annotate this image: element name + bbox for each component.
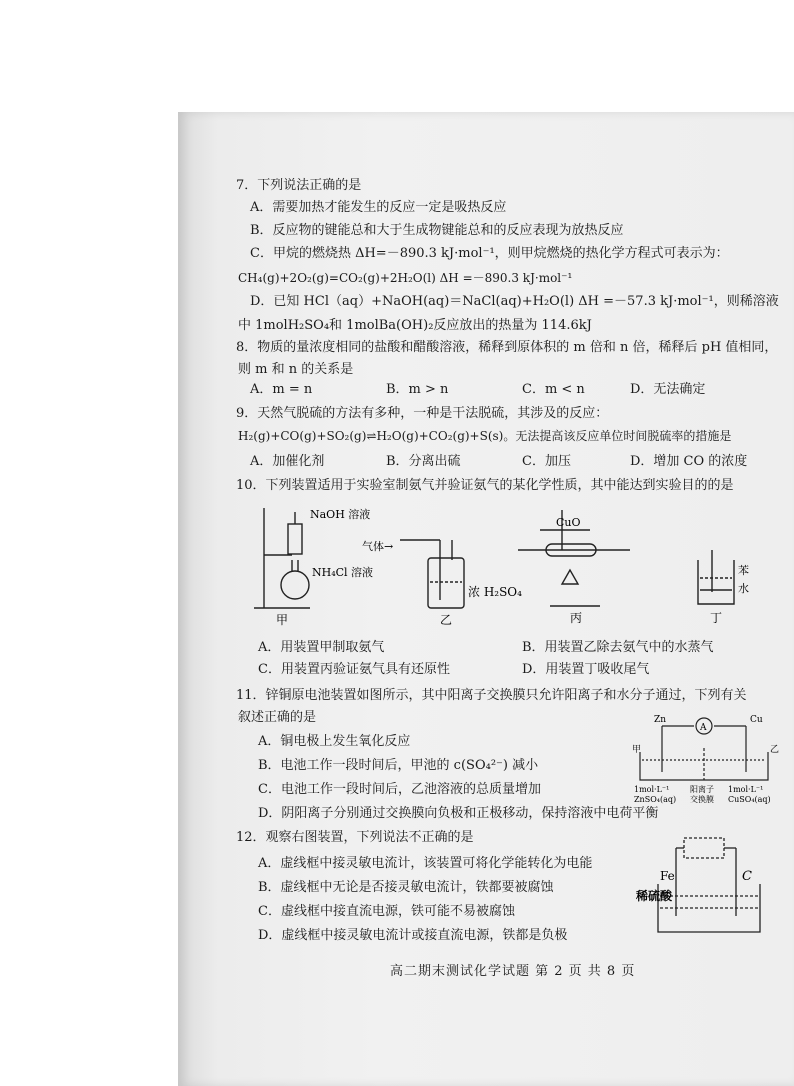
- fig-right-soln: CuSO₄(aq): [728, 795, 771, 804]
- q8-option-a: A．m = n: [250, 382, 313, 397]
- q8-option-d: D．无法确定: [630, 382, 706, 397]
- q11-option-a: A．铜电极上发生氧化反应: [258, 734, 411, 749]
- q7-option-c-equation: CH₄(g)+2O₂(g)=CO₂(g)+2H₂O(l) ΔH =－890.3 kJ·mol⁻¹: [238, 271, 573, 285]
- fig-left-soln: ZnSO₄(aq): [634, 795, 677, 804]
- q8-stem: 8．物质的量浓度相同的盐酸和醋酸溶液，稀释到原体积的 m 倍和 n 倍，稀释后 pH 值相同，: [236, 340, 778, 355]
- q12-stem: 12．观察右图装置，下列说法不正确的是: [236, 830, 474, 845]
- q11-galvanic-cell-figure: [632, 712, 780, 804]
- q8-stem-cont: 则 m 和 n 的关系是: [238, 362, 354, 377]
- fig-zn-label: Zn: [654, 715, 667, 725]
- q10-option-d: D．用装置丁吸收尾气: [522, 662, 650, 677]
- q10-option-c: C．用装置丙验证氨气具有还原性: [258, 662, 450, 677]
- q8-option-b: B．m > n: [386, 382, 449, 397]
- fig-label-ding: 丁: [710, 611, 723, 625]
- q12-option-d: D．虚线框中接灵敏电流计或接直流电源，铁都是负极: [258, 928, 568, 943]
- q7-option-d: D．已知 HCl（aq）+NaOH(aq)＝NaCl(aq)+H₂O(l) ΔH =－57.3 kJ·mol⁻¹，则稀溶液: [250, 294, 779, 309]
- page-footer: 高二期末测试化学试题 第 2 页 共 8 页: [390, 964, 636, 979]
- fig-benzene-label: 苯: [738, 564, 749, 577]
- q12-option-c: C．虚线框中接直流电源，铁可能不易被腐蚀: [258, 904, 515, 919]
- fig-label-bing: 丙: [570, 611, 583, 625]
- q7-stem: 7．下列说法正确的是: [236, 178, 362, 193]
- fig-cell-jia: 甲: [632, 745, 642, 755]
- fig-label-jia: 甲: [276, 613, 289, 627]
- fig-c-label: C: [742, 869, 752, 884]
- q12-option-b: B．虚线框中无论是否接灵敏电流计，铁都要被腐蚀: [258, 880, 554, 895]
- fig-nh4cl-label: NH₄Cl 溶液: [312, 566, 374, 579]
- fig-ammeter-label: A: [700, 723, 707, 733]
- q11-stem: 11．锌铜原电池装置如图所示，其中阳离子交换膜只允许阳离子和水分子通过，下列有关: [236, 688, 747, 703]
- fig-right-conc: 1mol·L⁻¹: [728, 785, 764, 794]
- q9-option-d: D．增加 CO 的浓度: [630, 454, 748, 469]
- q12-option-a: A．虚线框中接灵敏电流计，该装置可将化学能转化为电能: [258, 856, 593, 871]
- q11-option-b: B．电池工作一段时间后，甲池的 c(SO₄²⁻) 减小: [258, 758, 539, 773]
- apparatus-ding: [698, 550, 734, 604]
- fig-membrane-2: 交换膜: [690, 795, 714, 804]
- q9-option-b: B．分离出硫: [386, 454, 461, 469]
- fig-water-label: 水: [738, 582, 749, 595]
- q9-option-c: C．加压: [522, 454, 571, 469]
- q11-option-c: C．电池工作一段时间后，乙池溶液的总质量增加: [258, 782, 541, 797]
- fig-label-yi: 乙: [440, 613, 453, 627]
- q7-option-b: B．反应物的键能总和大于生成物键能总和的反应表现为放热反应: [250, 223, 624, 238]
- q10-stem: 10．下列装置适用于实验室制氨气并验证氨气的某化学性质，其中能达到实验目的的是: [236, 478, 734, 493]
- q9-stem: 9．天然气脱硫的方法有多种，一种是干法脱硫，其涉及的反应：: [236, 406, 609, 421]
- q7-option-c: C．甲烷的燃烧热 ΔH=－890.3 kJ·mol⁻¹，则甲烷燃烧的热化学方程式可表示为：: [250, 246, 729, 261]
- fig-cuo-label: CuO: [556, 516, 581, 529]
- q12-electrolysis-figure: [636, 836, 764, 940]
- fig-h2so4-label: 浓 H₂SO₄: [468, 585, 522, 599]
- q9-option-a: A．加催化剂: [250, 454, 325, 469]
- q10-option-a: A．用装置甲制取氨气: [258, 640, 385, 655]
- fig-cell-yi: 乙: [770, 745, 780, 755]
- fig-fe-label: Fe: [660, 869, 675, 883]
- q11-stem-cont: 叙述正确的是: [238, 710, 317, 725]
- q7-option-a: A．需要加热才能发生的反应一定是吸热反应: [250, 200, 507, 215]
- fig-gas-label: 气体→: [362, 540, 394, 553]
- q7-option-d-cont: 中 1molH₂SO₄和 1molBa(OH)₂反应放出的热量为 114.6kJ: [238, 318, 592, 333]
- q11-option-d: D．阴阳离子分别通过交换膜向负极和正极移动，保持溶液中电荷平衡: [258, 806, 659, 821]
- fig-acid-label: 稀硫酸: [636, 889, 673, 903]
- fig-cu-label: Cu: [750, 715, 763, 725]
- fig-left-conc: 1mol·L⁻¹: [634, 785, 670, 794]
- q9-equation: H₂(g)+CO(g)+SO₂(g)⇌H₂O(g)+CO₂(g)+S(s)。无法提高该反应单位时间脱硫率的措施是: [238, 429, 732, 443]
- q8-option-c: C．m < n: [522, 382, 585, 397]
- fig-membrane-1: 阳离子: [690, 785, 714, 794]
- apparatus-jia: [254, 508, 310, 608]
- fig-naoh-label: NaOH 溶液: [310, 508, 371, 521]
- apparatus-yi: [400, 540, 464, 608]
- q10-apparatus-figure: [250, 500, 760, 628]
- q10-option-b: B．用装置乙除去氨气中的水蒸气: [522, 640, 714, 655]
